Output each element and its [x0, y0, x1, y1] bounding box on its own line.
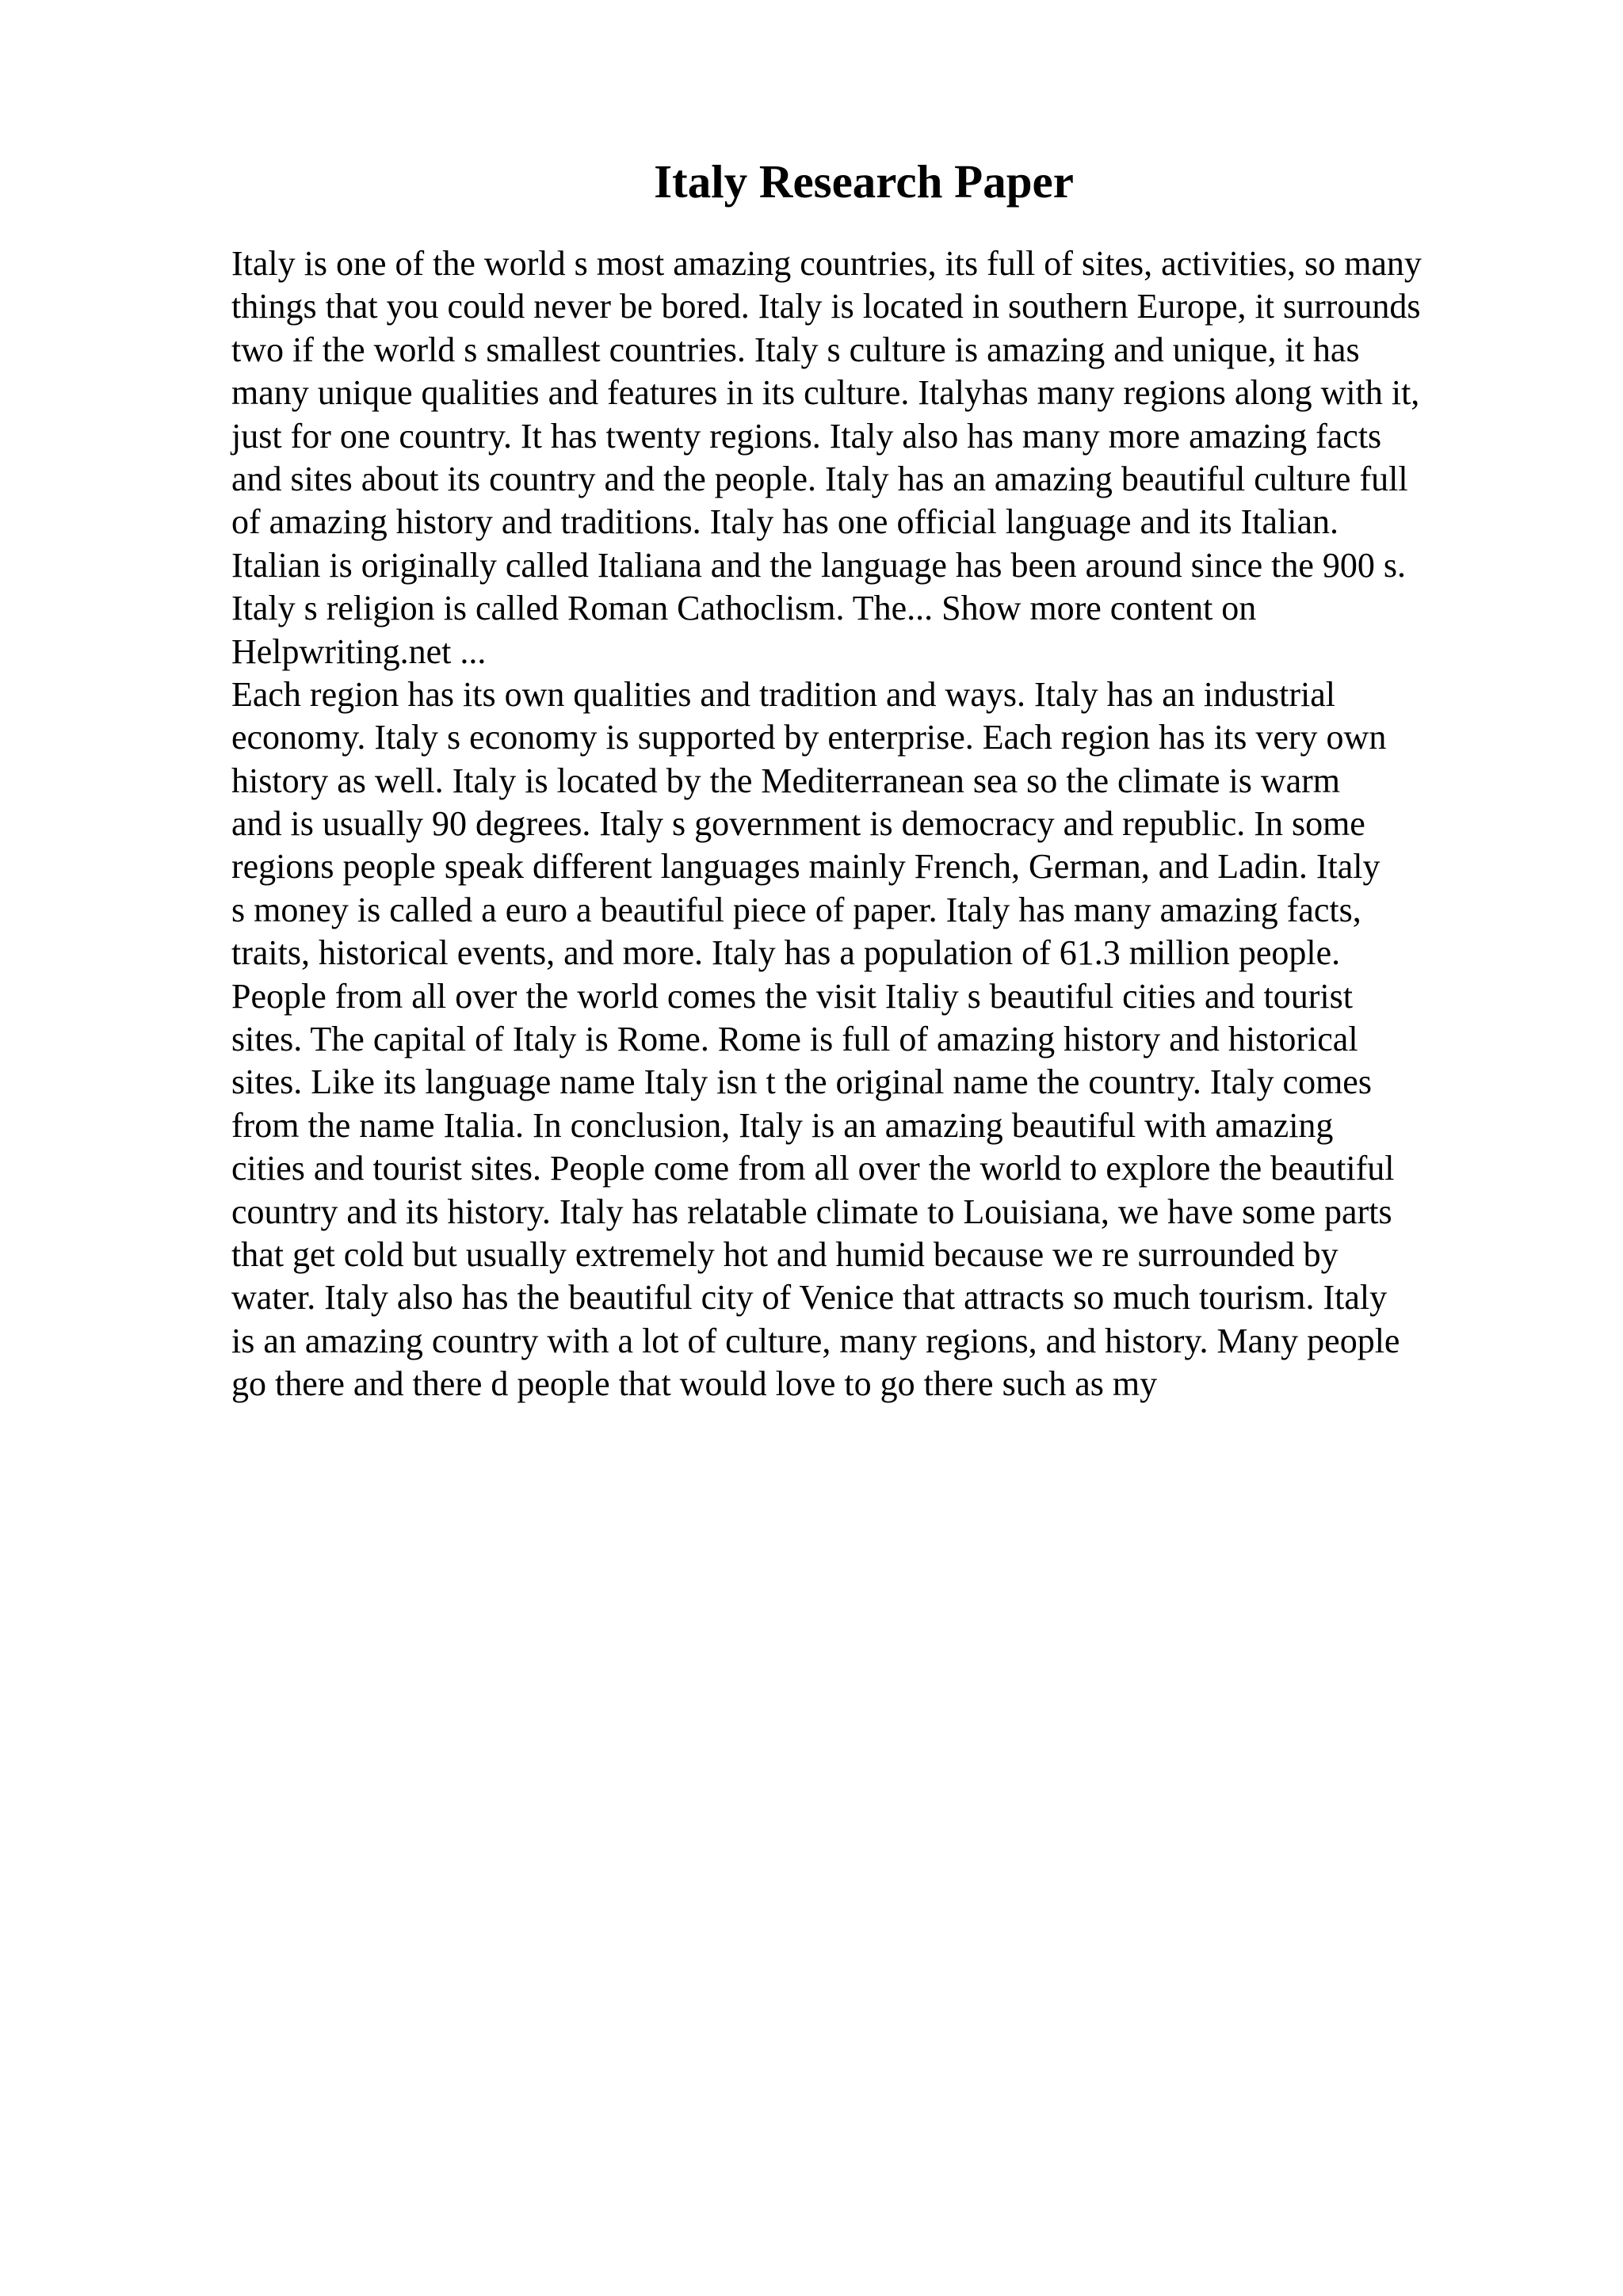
body-text-line: things that you could never be bored. Italy is located in southern Europe, it surrounds: [231, 287, 1421, 326]
body-text-line: go there and there d people that would love to go there such as my: [231, 1364, 1158, 1404]
body-text-line: cities and tourist sites. People come from all over the world to explore the beautiful: [231, 1149, 1395, 1188]
document-body: [231, 242, 1422, 1406]
body-text-line: from the name Italia. In conclusion, Italy is an amazing beautiful with amazing: [231, 1105, 1334, 1145]
body-text-line: People from all over the world comes the visit Italiy s beautiful cities and tourist: [231, 976, 1354, 1016]
body-text-line: Italy is one of the world s most amazing countries, its full of sites, activities, so many: [231, 244, 1422, 283]
body-text-line: Italian is originally called Italiana and the language has been around since the 900 s.: [231, 545, 1407, 585]
body-text-line: sites. Like its language name Italy isn t the original name the country. Italy comes: [231, 1062, 1372, 1102]
body-text-line: water. Italy also has the beautiful city of Venice that attracts so much tourism. Italy: [231, 1278, 1388, 1318]
body-text-line: history as well. Italy is located by the Mediterranean sea so the climate is warm: [231, 761, 1340, 800]
body-text-line: just for one country. It has twenty regions. Italy also has many more amazing facts: [231, 416, 1382, 456]
body-text-line: economy. Italy s economy is supported by enterprise. Each region has its very own: [231, 718, 1387, 757]
body-text-line: Italy s religion is called Roman Cathoclism. The... Show more content on: [231, 589, 1257, 628]
body-text-line: of amazing history and traditions. Italy has one official language and its Italian.: [231, 502, 1338, 542]
body-text-line: many unique qualities and features in its culture. Italyhas many regions along with it,: [231, 373, 1420, 413]
body-text-line: two if the world s smallest countries. Italy s culture is amazing and unique, it has: [231, 330, 1360, 369]
body-text-line: is an amazing country with a lot of culture, many regions, and history. Many people: [231, 1321, 1400, 1360]
body-text-line: Each region has its own qualities and tradition and ways. Italy has an industrial: [231, 674, 1336, 714]
body-text-line: traits, historical events, and more. Italy has a population of 61.3 million people.: [231, 933, 1341, 973]
document-title: Italy Research Paper: [654, 155, 1074, 208]
body-text-line: Helpwriting.net ...: [231, 631, 487, 671]
body-text-line: regions people speak different languages mainly French, German, and Ladin. Italy: [231, 847, 1381, 887]
body-text-line: and is usually 90 degrees. Italy s government is democracy and republic. In some: [231, 804, 1365, 844]
body-text-line: sites. The capital of Italy is Rome. Rome is full of amazing history and historical: [231, 1020, 1358, 1059]
body-text-line: and sites about its country and the people. Italy has an amazing beautiful culture full: [231, 459, 1408, 498]
body-text-line: that get cold but usually extremely hot and humid because we re surrounded by: [231, 1234, 1338, 1274]
body-text-line: country and its history. Italy has relatable climate to Louisiana, we have some parts: [231, 1192, 1392, 1231]
body-text-line: s money is called a euro a beautiful piece of paper. Italy has many amazing facts,: [231, 890, 1361, 929]
